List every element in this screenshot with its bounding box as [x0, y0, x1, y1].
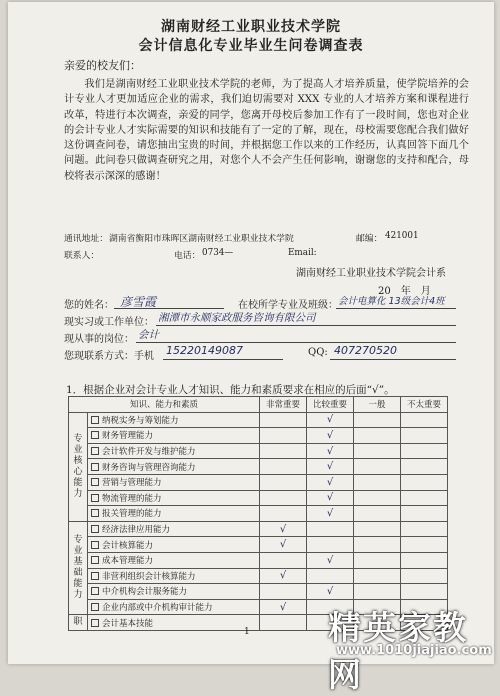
company-label: 现实习或工作单位： [64, 317, 154, 328]
rating-cell[interactable]: √ [260, 537, 307, 553]
table-label-cell [88, 506, 260, 522]
checkbox-square-icon [91, 525, 99, 533]
table-row [69, 584, 448, 600]
checkbox-square-icon [91, 463, 99, 471]
table-label-cell [88, 412, 260, 428]
checkbox-square-icon [91, 619, 99, 627]
rating-cell[interactable] [260, 459, 307, 475]
checkbox-square-icon [91, 572, 99, 580]
rating-cell[interactable] [401, 412, 448, 428]
rating-cell[interactable] [354, 490, 401, 506]
watermark-url: www.1010jiajiao.com [336, 643, 492, 658]
table-header-cell: 非常重要 [260, 397, 307, 413]
table-label-cell [88, 599, 260, 615]
rating-cell[interactable] [354, 584, 401, 600]
checkbox-square-icon [91, 556, 99, 564]
position-underline [136, 342, 456, 343]
rating-cell[interactable] [307, 521, 354, 537]
rating-cell[interactable] [354, 506, 401, 522]
rating-cell[interactable]: √ [307, 459, 354, 475]
rating-cell[interactable] [307, 568, 354, 584]
company-underline [156, 325, 456, 326]
postcode-label: 邮编： [356, 234, 383, 244]
email-label: Email: [288, 248, 317, 258]
table-row [69, 474, 448, 490]
skill-label: 会计基本技能 [102, 618, 154, 629]
table-category-cell: 专 业 基 础 能 力 [69, 521, 88, 615]
table-row [69, 443, 448, 459]
skill-label: 纳税实务与筹划能力 [102, 415, 179, 426]
rating-cell[interactable]: √ [307, 490, 354, 506]
signature-date: 20 年 月 [378, 286, 431, 297]
table-label-cell [88, 568, 260, 584]
table-label-cell [88, 552, 260, 568]
question-1: 1．根据企业对会计专业人才知识、能力和素质要求在相应的后面“√”。 [66, 384, 395, 396]
skill-label: 会计核算能力 [102, 540, 154, 551]
rating-cell[interactable] [401, 474, 448, 490]
table-row [69, 506, 448, 522]
skill-label: 报关管理的能力 [102, 509, 162, 520]
greeting: 亲爱的校友们： [64, 59, 141, 72]
rating-cell[interactable]: √ [307, 412, 354, 428]
name-underline [114, 308, 224, 309]
rating-cell[interactable] [354, 552, 401, 568]
table-row [69, 459, 448, 475]
rating-cell[interactable] [260, 615, 307, 631]
table-label-cell [88, 428, 260, 444]
checkbox-square-icon [91, 416, 99, 424]
table-header-cell: 比较重要 [307, 397, 354, 413]
position-value[interactable]: 会计 [138, 329, 159, 341]
table-label-cell [88, 521, 260, 537]
checkbox-square-icon [91, 587, 99, 595]
table-category-cell: 专 业 核 心 能 力 [69, 412, 88, 521]
table-row [69, 537, 448, 553]
watermark-logo: 精英家教网 [328, 608, 468, 694]
rating-cell[interactable]: √ [260, 599, 307, 615]
rating-cell[interactable] [260, 584, 307, 600]
table-row [69, 490, 448, 506]
rating-cell[interactable] [260, 428, 307, 444]
rating-cell[interactable] [354, 443, 401, 459]
rating-cell[interactable] [260, 506, 307, 522]
rating-cell[interactable] [401, 568, 448, 584]
rating-cell[interactable]: √ [260, 521, 307, 537]
rating-cell[interactable] [260, 474, 307, 490]
checkbox-square-icon [91, 541, 99, 549]
rating-cell[interactable] [401, 521, 448, 537]
mobile-underline [163, 359, 283, 360]
checkbox-square-icon [91, 447, 99, 455]
position-label: 现从事的岗位： [64, 334, 134, 345]
rating-cell[interactable] [354, 428, 401, 444]
table-label-cell [88, 537, 260, 553]
major-label: 在校所学专业及班级： [238, 300, 338, 311]
table-row [69, 428, 448, 444]
qq-underline [330, 359, 456, 360]
signature-org: 湖南财经工业职业技术学院会计系 [296, 268, 446, 279]
rating-cell[interactable] [354, 474, 401, 490]
mobile-label: 您现联系方式：手机 [64, 351, 154, 362]
page-number: 1 [244, 627, 250, 637]
phone-label: 电话： [174, 251, 201, 261]
skill-label: 会计软件开发与维护能力 [102, 447, 196, 458]
table-row [69, 521, 448, 537]
table-row [69, 552, 448, 568]
skill-label: 经济法律应用能力 [102, 525, 171, 536]
rating-cell[interactable] [354, 568, 401, 584]
checkbox-square-icon [91, 603, 99, 611]
table-row [69, 568, 448, 584]
rating-cell[interactable] [401, 537, 448, 553]
checkbox-square-icon [91, 509, 99, 517]
checkbox-square-icon [91, 431, 99, 439]
rating-cell[interactable] [354, 459, 401, 475]
rating-cell[interactable] [401, 428, 448, 444]
skills-table [68, 396, 448, 631]
rating-cell[interactable] [354, 521, 401, 537]
skill-label: 物流管理的能力 [102, 493, 162, 504]
rating-cell[interactable]: √ [307, 474, 354, 490]
table-label-cell [88, 474, 260, 490]
name-value[interactable]: 彦雪霞 [120, 295, 157, 309]
school-title: 湖南财经工业职业技术学院 [161, 19, 341, 35]
name-label: 您的姓名： [64, 300, 114, 311]
table-label-cell [88, 490, 260, 506]
skill-label: 营销与管理能力 [102, 478, 162, 489]
form-title: 会计信息化专业毕业生问卷调查表 [138, 38, 364, 54]
table-header-cell: 知识、能力和素质 [69, 397, 260, 413]
table-header-cell: 不太重要 [401, 397, 448, 413]
qq-value[interactable]: 407270520 [334, 344, 397, 357]
table-label-cell [88, 615, 260, 631]
table-label-cell [88, 443, 260, 459]
rating-cell[interactable] [260, 412, 307, 428]
rating-cell[interactable] [401, 584, 448, 600]
rating-cell[interactable] [354, 412, 401, 428]
letter-body: 我们是湖南财经工业职业技术学院的老师，为了提高人才培养质量，使学院培养的会计专业人才更加适应企业的需求，我们迫切需要对 XXX 专业的人才培养方案和课程进行改革，特进行本次调查，亲爱的同学，您离开母校后参加工作有了一段时间，您也对企业的会计专业人才实际需要的知识和技能有了一定的了解，现在，母校需要您配合我们做好这份调查问卷，请您抽出宝贵的时间，并根据您工作以来的工作经历，认真回答下面几个问题。此问卷只做调查研究之用，对您个人不会产生任何影响，谢谢您的支持和配合，母校将表示深深的感谢！ [64, 79, 469, 182]
table-label-cell [88, 584, 260, 600]
table-header-cell: 一般 [354, 397, 401, 413]
skill-label: 中介机构会计服务能力 [102, 587, 188, 598]
rating-cell[interactable] [260, 490, 307, 506]
skill-label: 财务管理能力 [102, 431, 154, 442]
table-label-cell [88, 459, 260, 475]
checkbox-square-icon [91, 494, 99, 502]
rating-cell[interactable]: √ [307, 443, 354, 459]
table-header-row [69, 397, 448, 413]
contact-person-label: 联系人： [64, 251, 100, 261]
rating-cell[interactable]: √ [307, 552, 354, 568]
rating-cell[interactable] [260, 552, 307, 568]
skill-label: 成本管理能力 [102, 556, 154, 567]
company-value[interactable]: 湘潭市永顺家政服务咨询有限公司 [158, 312, 316, 324]
address-label: 通讯地址： [64, 234, 108, 244]
address-value: 湖南省衡阳市珠晖区湖南财经工业职业技术学院 [109, 234, 294, 244]
checkbox-square-icon [91, 478, 99, 486]
rating-cell[interactable] [401, 443, 448, 459]
qq-label: QQ: [308, 347, 328, 358]
table-category-cell: 职 [69, 615, 88, 631]
postcode-value: 421001 [385, 231, 419, 241]
skill-label: 企业内部或中介机构审计能力 [102, 603, 213, 614]
rating-cell[interactable] [354, 537, 401, 553]
rating-cell[interactable] [401, 459, 448, 475]
rating-cell[interactable]: √ [307, 428, 354, 444]
major-underline [336, 308, 456, 309]
rating-cell[interactable] [401, 490, 448, 506]
mobile-value[interactable]: 15220149087 [166, 344, 243, 357]
phone-value: 0734— [202, 248, 234, 258]
table-row [69, 412, 448, 428]
rating-cell[interactable] [401, 506, 448, 522]
rating-cell[interactable]: √ [307, 506, 354, 522]
skill-label: 非营利组织会计核算能力 [102, 571, 196, 582]
skill-label: 财务咨询与管理咨询能力 [102, 462, 196, 473]
rating-cell[interactable] [401, 552, 448, 568]
rating-cell[interactable]: √ [260, 568, 307, 584]
rating-cell[interactable] [307, 537, 354, 553]
questionnaire-page [8, 2, 494, 664]
rating-cell[interactable] [260, 443, 307, 459]
rating-cell[interactable]: √ [307, 584, 354, 600]
major-value[interactable]: 会计电算化 13级会计4班 [338, 296, 445, 307]
